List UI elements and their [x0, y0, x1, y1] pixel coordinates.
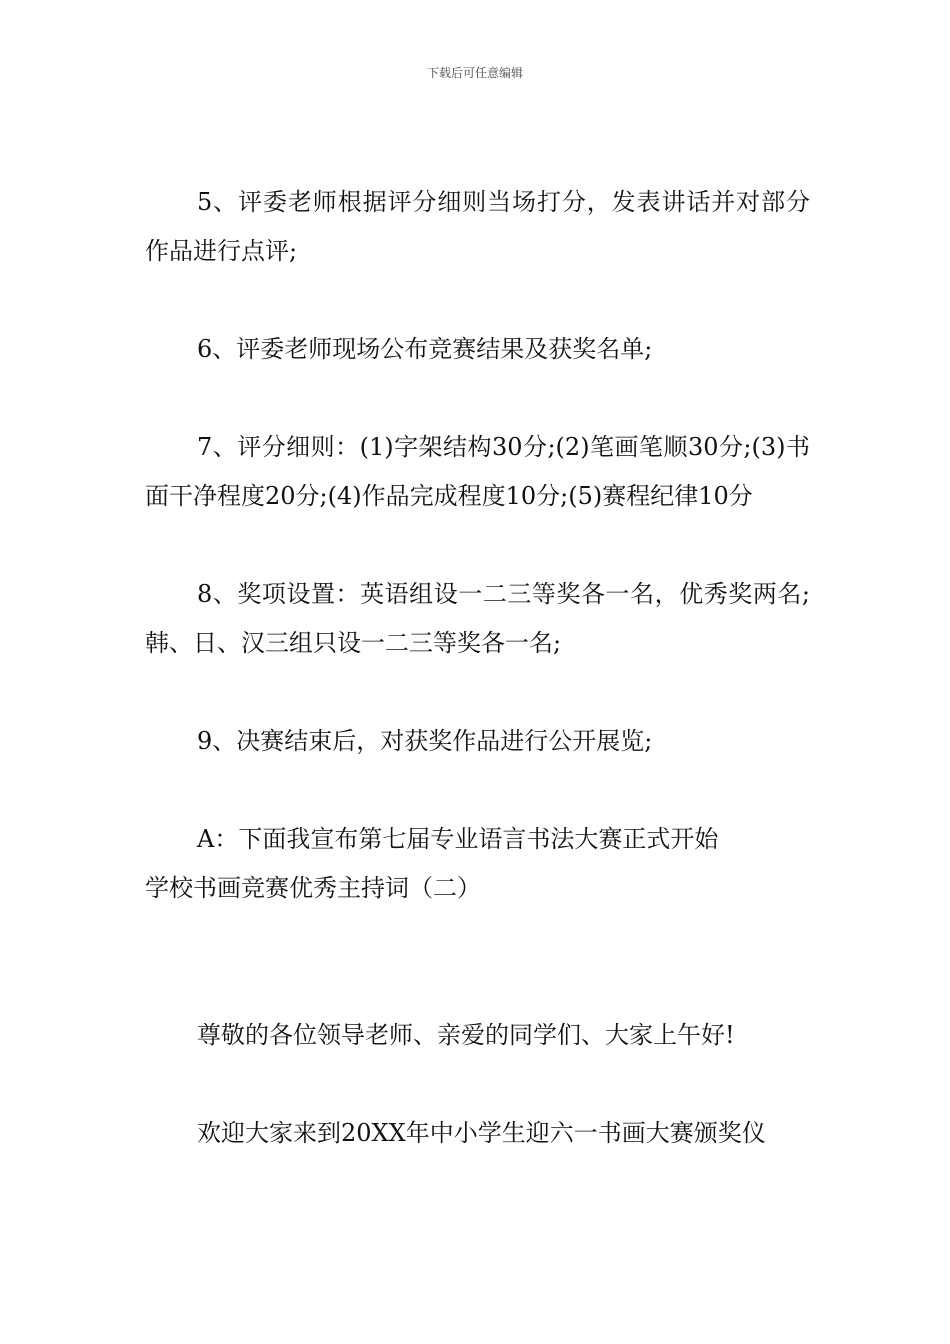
paragraph-item-7: 7、评分细则：(1)字架结构30分;(2)笔画笔顺30分;(3)书面干净程度20分;(4)作品完成程度10分;(5)赛程纪律10分: [145, 433, 810, 510]
page-header-note: 下载后可任意编辑: [426, 66, 523, 80]
paragraph-item-5: 5、评委老师根据评分细则当场打分，发表讲话并对部分作品进行点评;: [145, 188, 810, 265]
paragraph-item-6: 6、评委老师现场公布竞赛结果及获奖名单;: [197, 335, 653, 363]
paragraph-item-8: 8、奖项设置：英语组设一二三等奖各一名，优秀奖两名;韩、日、汉三组只设一二三等奖各一名;: [145, 580, 810, 657]
paragraph-item-9: 9、决赛结束后，对获奖作品进行公开展览;: [197, 727, 653, 755]
paragraph-welcome: 欢迎大家来到20XX年中小学生迎六一书画大赛颁奖仪: [197, 1119, 766, 1147]
paragraph-announcement: A：下面我宣布第七届专业语言书法大赛正式开始: [197, 825, 719, 853]
document-body: [145, 178, 810, 1158]
paragraph-greeting: 尊敬的各位领导老师、亲爱的同学们、大家上午好!: [197, 1021, 735, 1049]
section-subtitle: 学校书画竞赛优秀主持词（二）: [145, 874, 481, 902]
